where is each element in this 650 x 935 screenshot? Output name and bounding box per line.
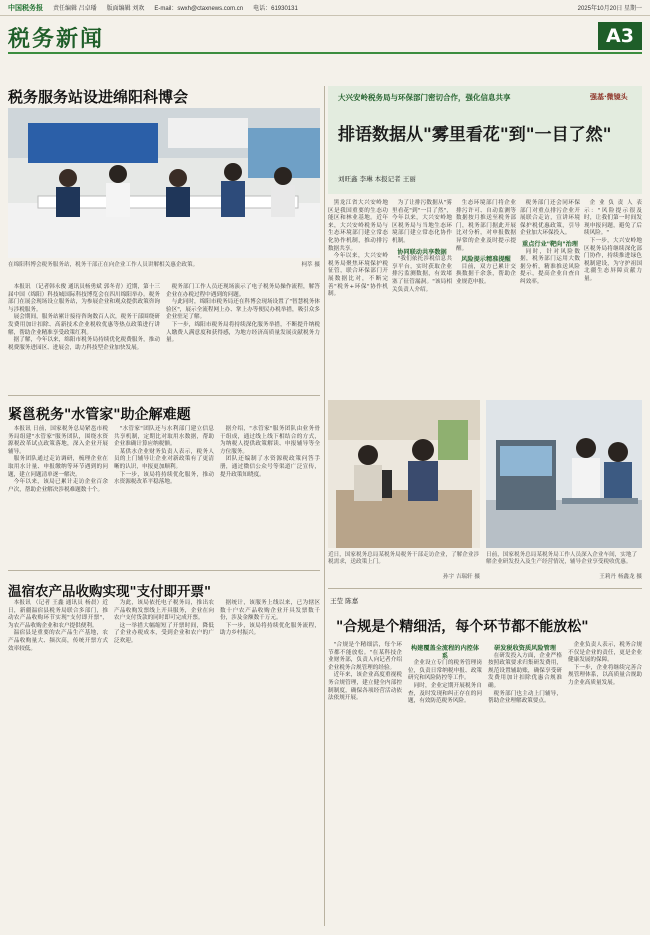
caption-workshop: 日前，国家税务总局某税务局工作人员深入企业车间，实地了解企业研发投入及生产经营情况，辅导企业享受税收优惠。: [486, 552, 638, 566]
column-water-3: 据介绍，"水管家"服务团队由业务骨干组成，通过线上线下相结合的方式，为纳税人提供政策解读、申报辅导等全方位服务。 团队还编制了水资源税政策问答手册，通过微信公众号等渠道广泛宣传，提升政策知晓度。: [220, 426, 320, 478]
column-mianyang-1: 本报讯 （记者韩永俊 通讯员杨勇斌 郭冬青）近期，第十三届中国（绵阳）科技城国际科技博览会在四川绵阳举办。税务部门在展会现场设立服务站，为参展企业和观众提供政策咨询与涉税服务。 展会期间，服务站累计接待咨询数百人次，税务干部围绕研发费用加计扣除、高新技术企业税收优惠等热点政策进行讲解，帮助企业精准享受政策红利。 据了解，今年以来，绵阳市税务局持续优化税费服务，推动税费服务进园区、进展会，助力科技型企业加快发展。: [8, 284, 160, 351]
column-daxinganling-1: 黑龙江省大兴安岭地区是我国重要的生态功能区和林业基地。近年来，大兴安岭税务局与生态环境部门建立常态化协作机制，推动排污数据共享。 今年以来，大兴安岭税务局聚焦环境保护税征管，联合环保部门开展数据比对，不断完善"税务+环保"协作机制。: [328, 200, 388, 298]
caption-mianyang: 在绵阳科博会税务服务站，税务干部正在向企业工作人员讲解相关惠企政策。: [8, 262, 199, 268]
subhead-compliance-1: 构建覆盖全流程的内控体系: [410, 645, 480, 660]
column-mianyang-2: 税务部门工作人员还现场演示了电子税务局操作流程，解答企业在办税过程中遇到的问题。 与此同时，绵阳市税务局还在科博会现场设置了"智慧税务体验区"，展示全流程网上办、掌上办等便民办税举措，吸引众多企业驻足了解。 下一步，绵阳市税务局将持续深化服务举措，不断提升纳税人缴费人满意度和获得感，为地方经济高质量发展贡献税务力量。: [166, 284, 320, 344]
column-daxinganling-4: 税务部门还会同环保部门对重点排污企业开展联合走访，宣讲环境保护税优惠政策，引导企业加大环保投入。 重点行业"靶向"治理 同时，针对风险数据，税务部门运用大数据分析，精准推送风险提示，提高企业自查自纠效率。: [520, 200, 580, 285]
column-wensu-2: 为此，该局依托电子税务局，推出农产品收购发票线上开具服务，企业在向农户支付货款的同时即可完成开票。 这一举措大幅缩短了开票时间，降低了企业办税成本，受到企业和农户的广泛欢迎。: [114, 600, 214, 644]
issue-date: 2025年10月20日 星期一: [577, 6, 642, 12]
layout-editor: 版面编辑 刘欢: [106, 6, 145, 12]
column-compliance-3: 研发税收资质风险管理 在研发投入方面，企业严格按照政策要求归集研发费用，规范设置辅助账，确保享受研发费用加计扣除优惠合规准确。 税务部门也主动上门辅导，帮助企业理解政策要点。: [488, 645, 562, 705]
photo-workshop: [486, 400, 642, 548]
column-daxinganling-5: 企业负责人表示："风险提示很及时，让我们第一时间发现申报问题，避免了后续风险。" 下一步，大兴安岭地区税务局将继续深化部门协作，持续推进绿色税制建设，为守护祖国北疆生态屏障贡献力量。: [584, 200, 642, 282]
divider-1: [8, 395, 320, 396]
column-wensu-1: 本报讯 （记者 王鑫 通讯员 杨晨）近日，新疆温宿县税务局联合多部门，推动农产品收购环节实现"支付即开票"，为农产品收购企业和农户提供便利。 温宿县是重要的农产品生产基地，农产品收购量大、频次高，传统开票方式效率较低。: [8, 600, 108, 652]
tag-strengthen: 强基·微镜头: [590, 93, 628, 101]
credit-mianyang: 柯萃 摄: [301, 262, 320, 268]
headline-water: 紧邕税务"水管家"助企解难题: [8, 407, 191, 423]
credit-workshop: 王莉丹 杨鑫龙 摄: [599, 574, 642, 580]
byline-daxinganling: 刘旺鑫 李琳 本报记者 王丽: [338, 175, 416, 183]
headline-wensu: 温宿农产品收购实现"支付即开票": [8, 584, 212, 600]
section-title: 税务新闻: [8, 27, 105, 52]
email: E-mail：swxh@ctaxnews.com.cn: [154, 6, 244, 12]
phone: 电话：61930131: [253, 6, 298, 12]
masthead: [8, 20, 642, 54]
subhead-daxinganling-2: 风险提示精准提醒: [461, 256, 511, 264]
divider-2: [8, 570, 320, 571]
column-compliance-2: 构建覆盖全流程的内控体系 企业设立专门的税务管理岗位，负责日常纳税申报、政策研究和风险防控等工作。 同时，企业定期开展税务自查，及时发现和纠正存在的问题，有效防范税务风险。: [408, 645, 482, 705]
subhead-daxinganling-3: 重点行业"靶向"治理: [522, 240, 578, 248]
subhead-daxinganling-1: 协同联动共享数据: [397, 248, 447, 256]
editor: 责任编辑 吕卓璠: [53, 6, 97, 12]
headline-daxinganling: 排语数据从"雾里看花"到"一目了然": [338, 125, 612, 145]
caption-tax-staff: 近日，国家税务总局某税务局税务干部走访企业，了解企业涉税需求，送政策上门。: [328, 552, 480, 566]
photo-tax-staff: [328, 400, 480, 548]
column-compliance-1: "合规是个精细活，每个环节都不能放松。"在某科技企业财务部，负责人向记者介绍企业税务合规管理的经验。 近年来，该企业高度重视税务合规管理，建立健全内部控制制度，确保各项经营活动依法依规开展。: [328, 642, 402, 702]
headline-mianyang: 税务服务站设进绵阳科博会: [8, 88, 189, 106]
paper-name: 中国税务报: [8, 4, 43, 12]
daxinganling-banner: 大兴安岭税务局与环保部门密切合作，强化信息共享: [338, 93, 511, 102]
credit-tax-staff: 孙宇 吉瑞轩 摄: [442, 574, 480, 580]
column-water-2: "水管家"团队还与水利部门建立信息共享机制，定期比对取用水数据，帮助企业准确计算应纳税额。 某供水企业财务负责人表示，税务人员的上门辅导让企业对新政策有了更清晰的认识，申报更加顺利。 下一步，该局将持续优化服务，推动水资源税改革平稳落地。: [114, 426, 214, 486]
column-divider: [324, 86, 325, 926]
column-wensu-3: 据统计，该服务上线以来，已为辖区数十户农产品收购企业开具发票数千份，涉及金额数千万元。 下一步，该局将持续优化服务流程，助力乡村振兴。: [220, 600, 320, 637]
subhead-compliance-2: 研发税收资质风险管理: [494, 645, 556, 652]
headline-compliance: "合规是个精细活，每个环节都不能放松": [336, 619, 589, 635]
photo-mianyang: [8, 108, 320, 258]
column-water-1: 本报讯 日前，国家税务总局紧邕市税务局组建"水管家"服务团队，围绕水资源税改革试点政策落地，深入企业开展辅导。 服务团队通过走访调研，梳理企业在取用水计量、申报缴纳等环节遇到的问题，建立问题清单逐一解决。 今年以来，该局已累计走访企业百余户次，帮助企业解决涉税难题数十个。: [8, 426, 108, 493]
column-compliance-4: 企业负责人表示，税务合规不仅是企业的责任，更是企业健康发展的保障。 下一步，企业将继续完善合规管理体系，以高质量合规助力企业高质量发展。: [568, 642, 642, 686]
page-number: A3: [598, 22, 642, 50]
divider-3: [328, 588, 642, 589]
top-info-bar: [0, 0, 650, 16]
column-daxinganling-2: 为了让排污数据从"雾里看花"到"一目了然"，今年以来，大兴安岭地区税务局与当地生态环境部门建立常态化协作机制。 协同联动共享数据 "我们依托涉税信息共享平台，实时获取企业排污监测数据，有效堵塞了征管漏洞。"该局相关负责人介绍。: [392, 200, 452, 293]
byline-compliance: 王莹 陈嘉: [330, 597, 359, 605]
column-daxinganling-3: 生态环境部门将企业排污许可、自动监测等数据按月推送至税务部门，税务部门据此开展比对分析，对申报数据异常的企业及时提示提醒。 风险提示精准提醒 目前，双方已累计交换数据千余条，帮助企业规范申报。: [456, 200, 516, 285]
